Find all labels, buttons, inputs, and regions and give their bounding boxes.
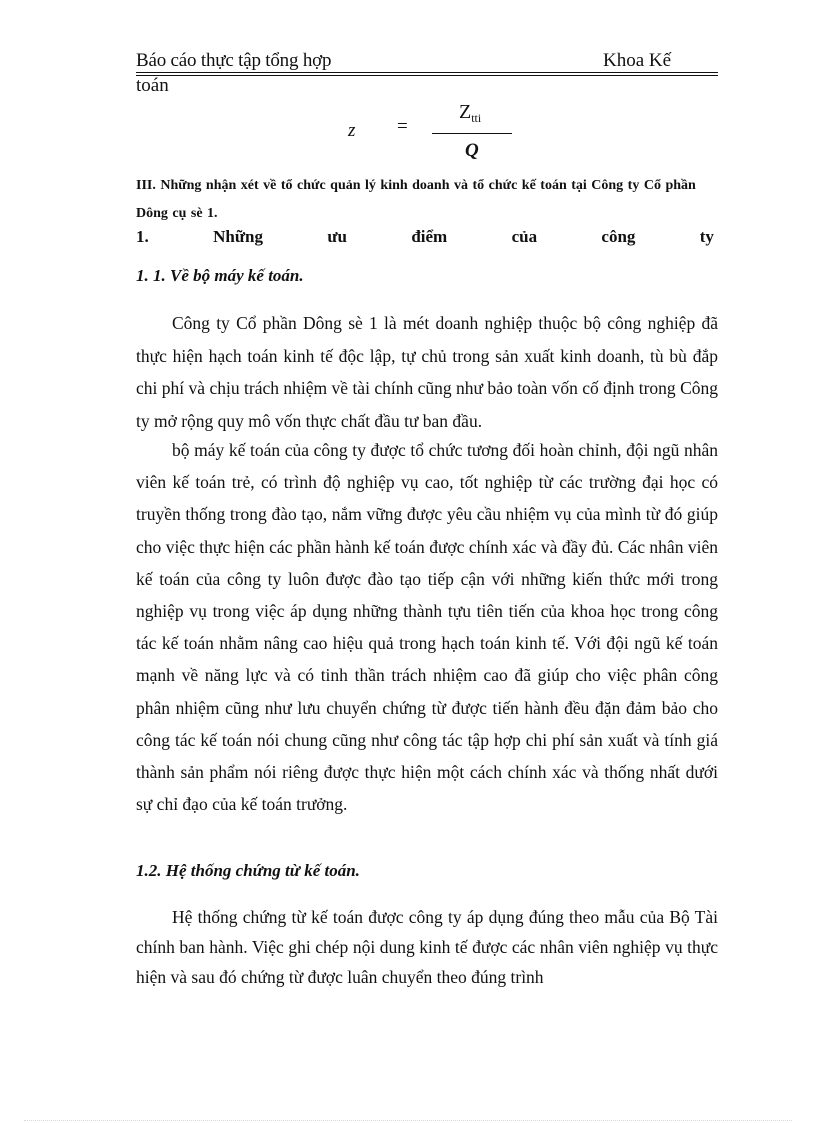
subheading-voucher-system: 1.2. Hệ thống chứng từ kế toán. xyxy=(136,861,360,880)
header-report-title: Báo cáo thực tập tổng hợp xyxy=(136,50,332,71)
heading-word: 1. xyxy=(136,227,149,246)
heading-word: của xyxy=(511,227,538,246)
formula-denominator: Q xyxy=(465,140,479,161)
formula-numerator-subscript: tti xyxy=(471,111,482,125)
heading-word: công xyxy=(601,227,636,246)
heading-word: điểm xyxy=(411,227,448,246)
formula-lhs: z xyxy=(348,120,356,141)
fraction-bar xyxy=(432,133,512,134)
heading-strengths xyxy=(136,227,714,247)
paragraph-company-overview: Công ty Cổ phần Dông sè 1 là mét doanh nghiệp thuộc bộ công nghiệp đã thực hiện hạch toán kinh tế độc lập, tự chủ trong sản xuất kinh doanh, tù bù đắp chi phí và chịu trách nhiệm về tài chính cũng như bảo toàn vốn cố định trong Công ty mở rộng quy mô vốn thực chất đầu tư ban đầu. xyxy=(136,313,718,431)
heading-word: ty xyxy=(699,227,714,246)
formula-numerator: $Z_{tti}$ xyxy=(459,101,482,125)
heading-word: ưu xyxy=(327,227,347,246)
paragraph-accounting-staff: bộ máy kế toán của công ty được tổ chức tương đối hoàn chỉnh, đội ngũ nhân viên kế toán trẻ, có trình độ nghiệp vụ cao, tốt nghiệp từ các trường đại học có truyền thống trong đào tạo, nắm vững được yêu cầu nhiệm vụ của mình từ đó giúp cho việc thực hiện các phần hành kế toán được chính xác và đầy đủ. Các nhân viên kế toán của công ty luôn được đào tạo tiếp cận với những kiến thức mới trong nghiệp vụ trong việc áp dụng những thành tựu tiên tiến của khoa học trong công tác kế toán nhằm nâng cao hiệu quả trong hạch toán kinh tế. Với đội ngũ kế toán mạnh về năng lực và có tinh thần trách nhiệm cao đã giúp cho việc phân công phân nhiệm cũng như lưu chuyển chứng từ được tiến hành đều đặn đảm bảo cho công tác kế toán nói chung cũng như công tác tập hợp chi phí sản xuất và tính giá thành sản phẩm nói riêng được thực hiện một cách chính xác và thống nhất dưới sự chỉ đạo của kế toán trưởng. xyxy=(136,440,718,815)
subheading-accounting-apparatus: 1. 1. Về bộ máy kế toán. xyxy=(136,266,304,285)
section-iii-title: III. Những nhận xét về tổ chức quản lý kinh doanh và tổ chức kế toán tại Công ty Cổ phần Dông cụ sè 1. xyxy=(136,178,696,221)
page-header xyxy=(136,50,718,73)
heading-word: Những xyxy=(213,227,263,246)
formula-equals: = xyxy=(397,116,408,137)
header-faculty-continued: toán xyxy=(136,75,169,96)
paragraph-voucher-system: Hệ thống chứng từ kế toán được công ty áp dụng đúng theo mẫu của Bộ Tài chính ban hành. Việc ghi chép nội dung kinh tế được các nhân viên nghiệp vụ thực hiện và sau đó chứng từ được luân chuyển theo đúng trình xyxy=(136,907,718,987)
page-bottom-border xyxy=(24,1120,792,1121)
header-faculty: Khoa Kế xyxy=(603,50,672,71)
